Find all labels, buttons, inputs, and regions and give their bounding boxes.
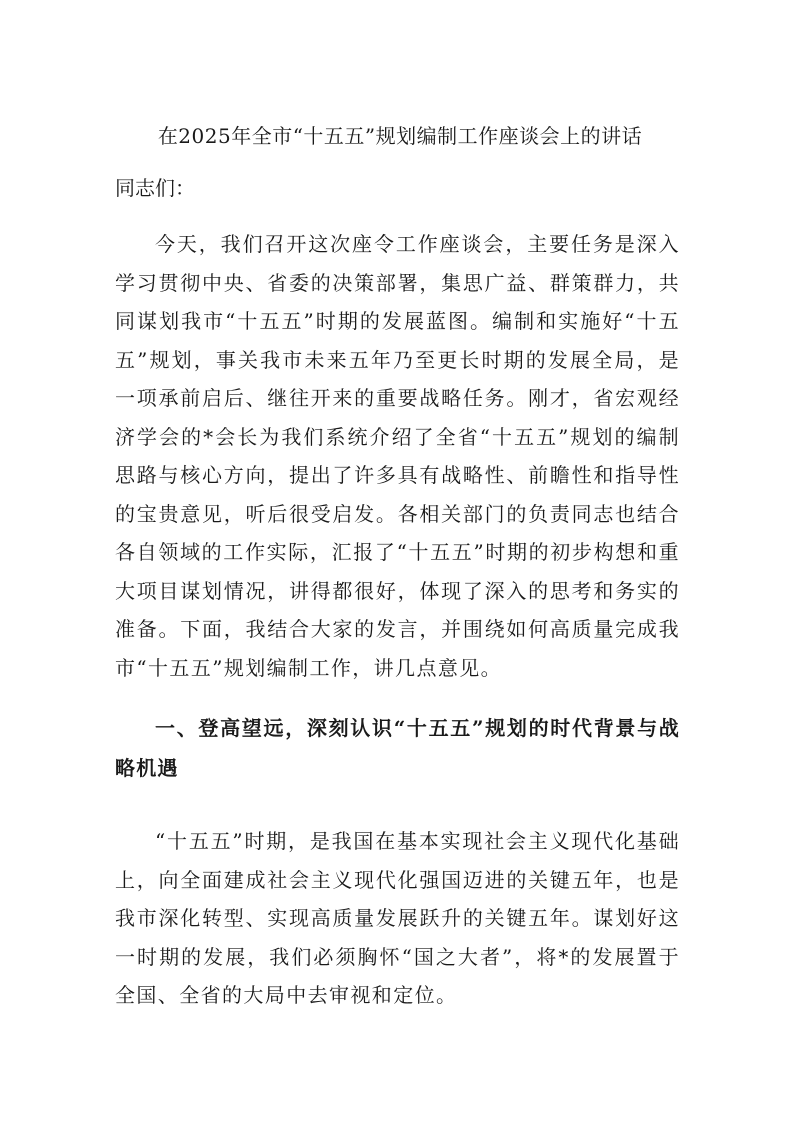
- section-heading-1: 一、登高望远，深刻认识“十五五”规划的时代背景与战略机遇: [115, 716, 680, 780]
- body-paragraph-section-1: “十五五”时期，是我国在基本实现社会主义现代化基础上，向全面建成社会主义现代化强国迈进的关键五年，也是我市深化转型、实现高质量发展跃升的关键五年。谋划好这一时期的发展，我们必须胸怀“国之大者”，将*的发展置于全国、全省的大局中去审视和定位。: [115, 829, 680, 1007]
- body-paragraph-intro: 今天，我们召开这次座令工作座谈会，主要任务是深入学习贯彻中央、省委的决策部署，集思广益、群策群力，共同谋划我市“十五五”时期的发展蓝图。编制和实施好“十五五”规划，事关我市未来五年乃至更长时期的发展全局，是一项承前启后、继往开来的重要战略任务。刚才，省宏观经济学会的*会长为我们系统介绍了全省“十五五”规划的编制思路与核心方向，提出了许多具有战略性、前瞻性和指导性的宝贵意见，听后很受启发。各相关部门的负责同志也结合各自领域的工作实际，汇报了“十五五”时期的初步构想和重大项目谋划情况，讲得都很好，体现了深入的思考和务实的准备。下面，我结合大家的发言，并围绕如何高质量完成我市“十五五”规划编制工作，讲几点意见。: [115, 232, 680, 680]
- document-title: 在2025年全市“十五五”规划编制工作座谈会上的讲话: [157, 124, 643, 148]
- salutation: 同志们：: [115, 176, 195, 200]
